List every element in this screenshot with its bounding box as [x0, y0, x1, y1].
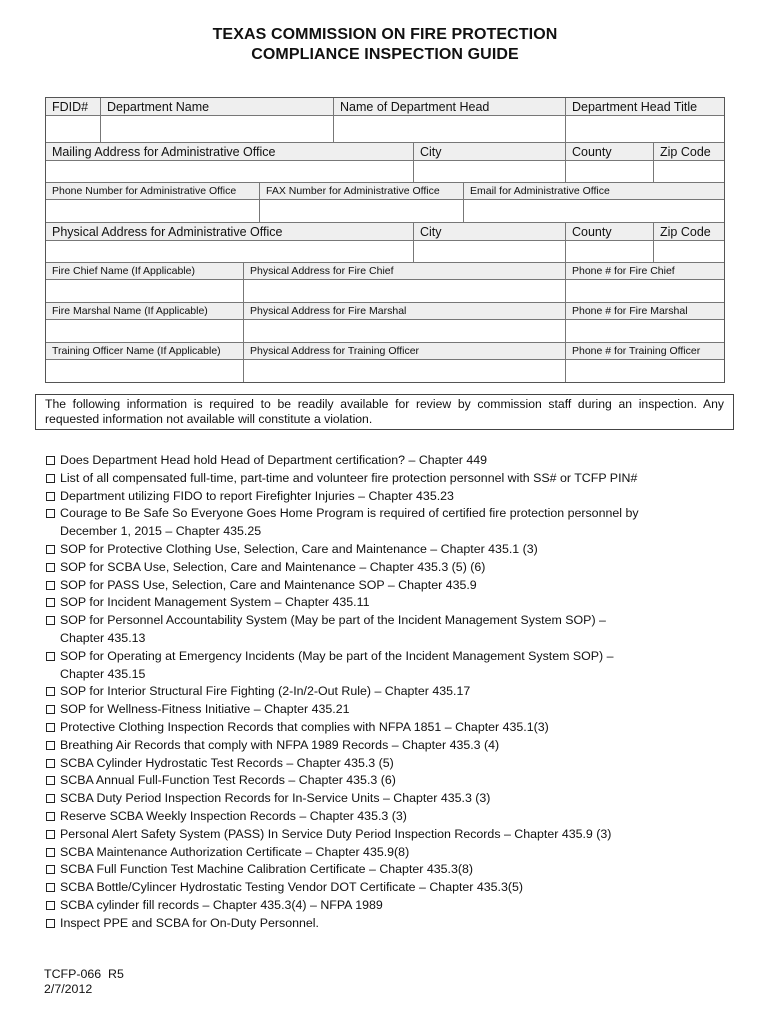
- checkbox[interactable]: [46, 723, 55, 732]
- checklist-item-text: Courage to Be Safe So Everyone Goes Home Program is required of certified fire protection personnel by December 1, 2015 – Chapter 435.25: [60, 506, 639, 539]
- fire-marshal-phone-label: Phone # for Fire Marshal: [566, 303, 724, 320]
- training-officer-phone-label: Phone # for Training Officer: [566, 343, 724, 360]
- checkbox[interactable]: [46, 652, 55, 661]
- physical-address-field[interactable]: [46, 241, 414, 263]
- checklist-item: [46, 737, 736, 755]
- physical-county-label: County: [566, 223, 654, 241]
- checklist-item-text: SCBA Full Function Test Machine Calibration Certificate – Chapter 435.3(8): [60, 862, 473, 877]
- physical-zip-label: Zip Code: [654, 223, 724, 241]
- checklist-item: [46, 541, 736, 559]
- checkbox[interactable]: [46, 741, 55, 750]
- checklist-item-text: Breathing Air Records that comply with NFPA 1989 Records – Chapter 435.3 (4): [60, 737, 500, 752]
- checkbox[interactable]: [46, 759, 55, 768]
- checklist-item-text: Personal Alert Safety System (PASS) In Service Duty Period Inspection Records – Chapter 435.9 (3): [60, 826, 612, 841]
- checklist-item: [46, 861, 736, 879]
- physical-zip-field[interactable]: [654, 241, 724, 263]
- fdid-label: FDID#: [46, 98, 101, 116]
- checkbox[interactable]: [46, 919, 55, 928]
- phone-admin-field[interactable]: [46, 200, 260, 223]
- department-head-name-label: Name of Department Head: [334, 98, 566, 116]
- checklist-item: [46, 790, 736, 808]
- checkbox[interactable]: [46, 509, 55, 518]
- checkbox[interactable]: [46, 492, 55, 501]
- page-title-line-1: TEXAS COMMISSION ON FIRE PROTECTION: [212, 26, 558, 43]
- checklist-item-text: SOP for Protective Clothing Use, Selection, Care and Maintenance – Chapter 435.1 (3): [60, 541, 538, 556]
- mailing-zip-label: Zip Code: [654, 143, 724, 161]
- checklist-item: [46, 612, 736, 648]
- phone-admin-label: Phone Number for Administrative Office: [46, 183, 260, 200]
- checklist-item: [46, 719, 736, 737]
- checkbox[interactable]: [46, 598, 55, 607]
- training-officer-name-label: Training Officer Name (If Applicable): [46, 343, 244, 360]
- checklist-item: [46, 452, 736, 470]
- email-admin-label: Email for Administrative Office: [464, 183, 724, 200]
- checklist-item-text: Reserve SCBA Weekly Inspection Records – Chapter 435.3 (3): [60, 808, 407, 823]
- fax-admin-field[interactable]: [260, 200, 464, 223]
- fire-chief-phone-field[interactable]: [566, 280, 724, 303]
- physical-county-field[interactable]: [566, 241, 654, 263]
- mailing-county-label: County: [566, 143, 654, 161]
- department-name-field[interactable]: [101, 116, 334, 143]
- fdid-field[interactable]: [46, 116, 101, 143]
- checklist-item-text: Department utilizing FIDO to report Firefighter Injuries – Chapter 435.23: [60, 488, 454, 503]
- checkbox[interactable]: [46, 848, 55, 857]
- checkbox[interactable]: [46, 545, 55, 554]
- checklist-item: [46, 648, 736, 684]
- training-officer-address-field[interactable]: [244, 360, 566, 382]
- checkbox[interactable]: [46, 794, 55, 803]
- checklist-item-text: SOP for Interior Structural Fire Fighting (2-In/2-Out Rule) – Chapter 435.17: [60, 684, 471, 699]
- checklist-item: [46, 488, 736, 506]
- compliance-checklist: [46, 452, 736, 933]
- email-admin-field[interactable]: [464, 200, 724, 223]
- mailing-city-label: City: [414, 143, 566, 161]
- checklist-item-text: SOP for Operating at Emergency Incidents (May be part of the Incident Management System SOP) – Chapter 435.15: [60, 648, 614, 681]
- checklist-item-text: SCBA Cylinder Hydrostatic Test Records – Chapter 435.3 (5): [60, 755, 394, 770]
- department-head-name-field[interactable]: [334, 116, 566, 143]
- form-number: TCFP-066 R5: [44, 967, 124, 981]
- mailing-address-field[interactable]: [46, 161, 414, 183]
- fire-marshal-name-label: Fire Marshal Name (If Applicable): [46, 303, 244, 320]
- fire-marshal-name-field[interactable]: [46, 320, 244, 343]
- checklist-item: [46, 470, 736, 488]
- checklist-item-text: SOP for Incident Management System – Chapter 435.11: [60, 595, 370, 610]
- fire-chief-name-label: Fire Chief Name (If Applicable): [46, 263, 244, 280]
- mailing-city-field[interactable]: [414, 161, 566, 183]
- department-name-label: Department Name: [101, 98, 334, 116]
- checkbox[interactable]: [46, 563, 55, 572]
- checkbox[interactable]: [46, 901, 55, 910]
- fire-marshal-phone-field[interactable]: [566, 320, 724, 343]
- department-head-title-field[interactable]: [566, 116, 724, 143]
- fire-marshal-address-label: Physical Address for Fire Marshal: [244, 303, 566, 320]
- checklist-item-text: SOP for Personnel Accountability System (May be part of the Incident Management System SOP) – Chapter 435.13: [60, 613, 606, 645]
- checklist-item: [46, 683, 736, 701]
- fire-chief-phone-label: Phone # for Fire Chief: [566, 263, 724, 280]
- checkbox[interactable]: [46, 705, 55, 714]
- checklist-item: [46, 577, 736, 595]
- page-title-line-2: COMPLIANCE INSPECTION GUIDE: [251, 46, 519, 63]
- checkbox[interactable]: [46, 687, 55, 696]
- checklist-item-text: SCBA Maintenance Authorization Certificate – Chapter 435.9(8): [60, 844, 410, 859]
- checkbox[interactable]: [46, 812, 55, 821]
- footer: [44, 967, 124, 997]
- checklist-item: [46, 808, 736, 826]
- checklist-item: [46, 772, 736, 790]
- checklist-item: [46, 897, 736, 915]
- checklist-item: [46, 755, 736, 773]
- fire-marshal-address-field[interactable]: [244, 320, 566, 343]
- checkbox[interactable]: [46, 474, 55, 483]
- physical-city-label: City: [414, 223, 566, 241]
- form-date: 2/7/2012: [44, 982, 93, 996]
- checklist-item-text: Inspect PPE and SCBA for On-Duty Personnel.: [60, 915, 319, 930]
- department-info-form: [45, 97, 725, 383]
- physical-address-label: Physical Address for Administrative Office: [46, 223, 414, 241]
- training-officer-name-field[interactable]: [46, 360, 244, 382]
- checkbox[interactable]: [46, 456, 55, 465]
- fire-chief-name-field[interactable]: [46, 280, 244, 303]
- checklist-item: [46, 915, 736, 933]
- checklist-item-text: Protective Clothing Inspection Records that complies with NFPA 1851 – Chapter 435.1(3): [60, 719, 549, 734]
- training-officer-address-label: Physical Address for Training Officer: [244, 343, 566, 360]
- checklist-item: [46, 559, 736, 577]
- checklist-item-text: Does Department Head hold Head of Department certification? – Chapter 449: [60, 453, 488, 467]
- checkbox[interactable]: [46, 883, 55, 892]
- checkbox[interactable]: [46, 616, 55, 625]
- checklist-item: [46, 505, 736, 541]
- mailing-zip-field[interactable]: [654, 161, 724, 183]
- checklist-item-text: SCBA Annual Full-Function Test Records – Chapter 435.3 (6): [60, 773, 396, 788]
- fire-chief-address-field[interactable]: [244, 280, 566, 303]
- checklist-item-text: List of all compensated full-time, part-time and volunteer fire protection personnel with SS# or TCFP PIN#: [60, 470, 638, 485]
- physical-city-field[interactable]: [414, 241, 566, 263]
- checkbox[interactable]: [46, 581, 55, 590]
- fire-chief-address-label: Physical Address for Fire Chief: [244, 263, 566, 280]
- checkbox[interactable]: [46, 776, 55, 785]
- checklist-item-text: SCBA Duty Period Inspection Records for In-Service Units – Chapter 435.3 (3): [60, 791, 491, 806]
- checklist-item-text: SCBA Bottle/Cylincer Hydrostatic Testing Vendor DOT Certificate – Chapter 435.3(5): [60, 880, 524, 895]
- checklist-item: [46, 844, 736, 862]
- department-head-title-label: Department Head Title: [566, 98, 724, 116]
- mailing-county-field[interactable]: [566, 161, 654, 183]
- checklist-item-text: SOP for SCBA Use, Selection, Care and Maintenance – Chapter 435.3 (5) (6): [60, 559, 486, 574]
- mailing-address-label: Mailing Address for Administrative Office: [46, 143, 414, 161]
- checkbox[interactable]: [46, 830, 55, 839]
- checklist-item-text: SOP for Wellness-Fitness Initiative – Chapter 435.21: [60, 702, 350, 717]
- checklist-item: [46, 701, 736, 719]
- checklist-item: [46, 879, 736, 897]
- checkbox[interactable]: [46, 865, 55, 874]
- checklist-item-text: SCBA cylinder fill records – Chapter 435.3(4) – NFPA 1989: [60, 897, 383, 912]
- training-officer-phone-field[interactable]: [566, 360, 724, 382]
- checklist-item-text: SOP for PASS Use, Selection, Care and Maintenance SOP – Chapter 435.9: [60, 577, 477, 592]
- notice-box: The following information is required to be readily available for review by commission staff during an inspection. Any requested information not available will constitute a violation.: [35, 394, 734, 430]
- checklist-item: [46, 594, 736, 612]
- checklist-item: [46, 826, 736, 844]
- fax-admin-label: FAX Number for Administrative Office: [260, 183, 464, 200]
